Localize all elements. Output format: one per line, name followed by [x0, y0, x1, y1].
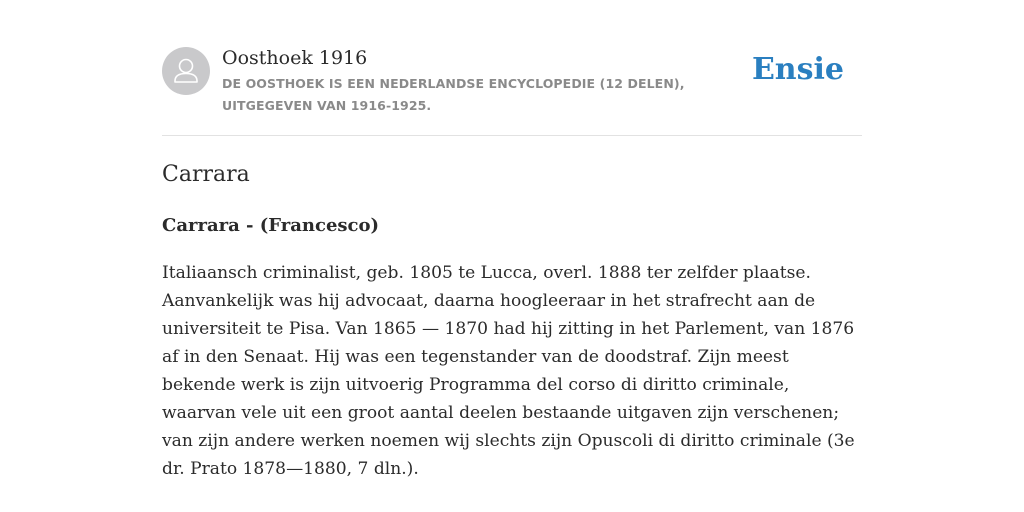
avatar[interactable]	[162, 47, 210, 95]
header-divider	[162, 135, 862, 136]
source-header	[162, 46, 862, 116]
entry-body: Italiaansch criminalist, geb. 1805 te Lucca, overl. 1888 ter zelfder plaatse. Aanvankelijk was hij advocaat, daarna hoogleeraar in het strafrecht aan de universiteit te Pisa. Van 1865 — 1870 had hij zitting in het Parlement, van 1876 af in den Senaat. Hij was een tegenstander van de doodstraf. Zijn meest bekende werk is zijn uitvoerig Programma del corso di diritto criminale, waarvan vele uit een groot aantal deelen bestaande uitgaven zijn verschenen; van zijn andere werken noemen wij slechts zijn Opuscoli di diritto criminale (3e dr. Prato 1878—1880, 7 dln.).	[162, 263, 855, 479]
source-description: DE OOSTHOEK IS EEN NEDERLANDSE ENCYCLOPEDIE (12 DELEN), UITGEGEVEN VAN 1916-1925.	[222, 76, 685, 113]
entry-title: Carrara	[162, 162, 250, 187]
brand-logo[interactable]: Ensie	[751, 52, 844, 87]
entry-subtitle: Carrara - (Francesco)	[162, 215, 380, 236]
source-title[interactable]: Oosthoek 1916	[222, 47, 368, 69]
